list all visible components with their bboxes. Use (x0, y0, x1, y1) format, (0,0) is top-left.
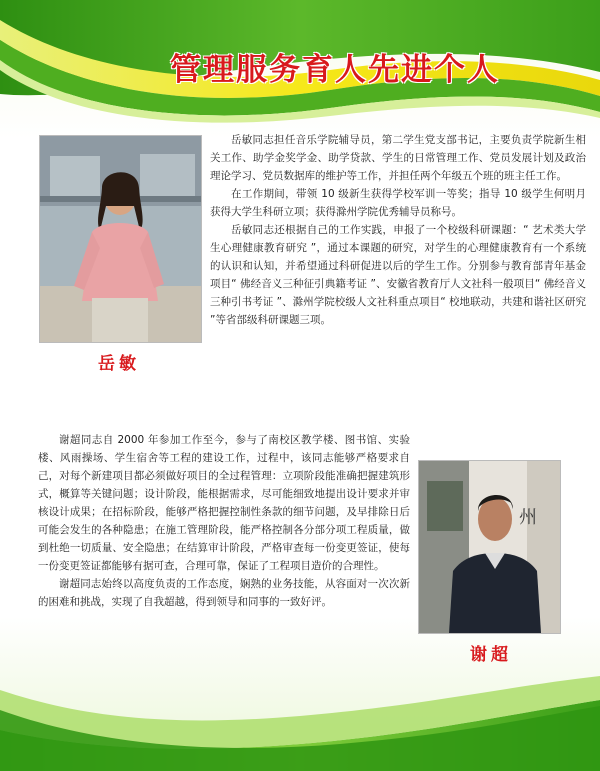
bio-paragraph: 在工作期间，带领 10 级新生获得学校军训一等奖；指导 10 级学生何明月获得大学生科研立项；获得滁州学院优秀辅导员称号。 (210, 188, 586, 218)
bio-yue-min (210, 131, 586, 329)
bio-paragraph: 谢超同志自 2000 年参加工作至今，参与了南校区教学楼、图书馆、实验楼、风雨操场、学生宿舍等工程的建设工作，过程中，该同志能够严格要求自己，对每个新建项目都必须做好项目的全过程管理：立项阶段能准确把握建筑形式，概算等关键问题；设计阶段，能根据需求，尽可能细致地提出设计要求并审核设计成果；在招标阶段，能够严格把握控制性条款的细节问题，及早排除日后可能会发生的各种隐患；在施工管理阶段，能严格控制各分部分项工程质量，做到杜绝一切质量、安全隐患；在结算审计阶段，严格审查每一份变更签证，使每一份变更签证都能够有据可查，合理可靠，保证了工程项目造价的合理性。 (38, 434, 410, 572)
bio-paragraph: 岳敏同志还根据自己的工作实践，申报了一个校级科研课题：“ 艺术类大学生心理健康教育研究 ”，通过本课题的研究，对学生的心理健康教育有一个系统的认识和认知，并希望通过科研促进以后的学生工作。分别参与教育部青年基金项目“ 佛经音义三种征引典籍考证 ”、安徽省教育厅人文社科一般项目“ 佛经音义三种引书考证 ”、滁州学院校级人文社科重点项目“ 校地联动，共建和谐社区研究 ”等省部级科研课题三项。 (210, 224, 586, 326)
bio-xie-chao (38, 431, 410, 611)
person-name-xie-chao: 谢超 (470, 645, 512, 665)
svg-text:州: 州 (519, 507, 537, 528)
person-name-yue-min: 岳敏 (98, 354, 140, 374)
portrait-photo-xie-chao (418, 460, 561, 634)
portrait-man-icon (419, 461, 560, 633)
portrait-photo-yue-min (39, 135, 202, 343)
portrait-woman-icon (40, 136, 201, 342)
bio-paragraph: 岳敏同志担任音乐学院辅导员，第二学生党支部书记，主要负责学院新生相关工作、助学金奖学金、助学贷款、学生的日常管理工作、党员发展计划及政治理论学习、党员数据库的维护等工作，并担任两个年级五个班的班主任工作。 (210, 134, 586, 182)
bio-paragraph: 谢超同志始终以高度负责的工作态度，娴熟的业务技能，从容面对一次次新的困难和挑战，实现了自我超越，得到领导和同事的一致好评。 (38, 578, 410, 608)
poster-title: 管理服务育人先进个人 (170, 52, 500, 88)
